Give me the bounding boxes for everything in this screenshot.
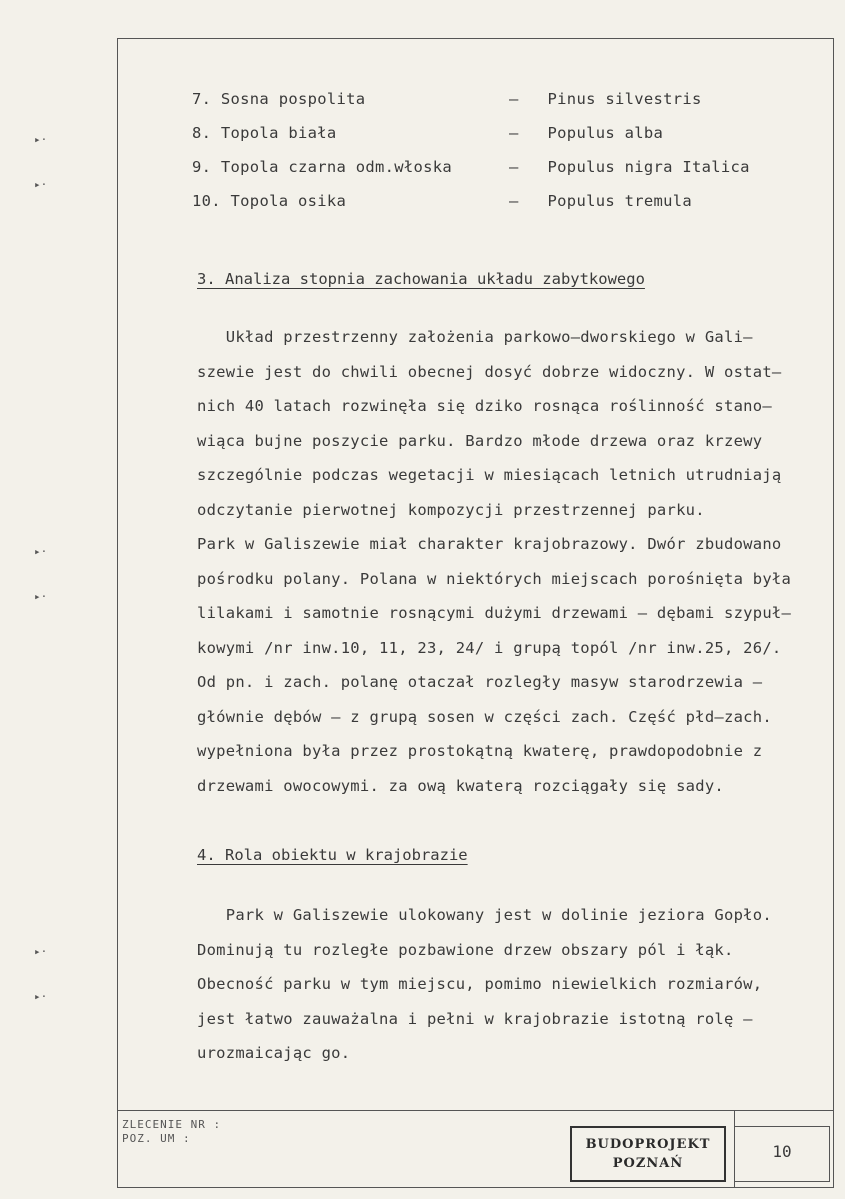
species-polish-name: Topola czarna odm.włoska xyxy=(220,158,453,176)
paragraph-line: Park w Galiszewie miał charakter krajobrazowy. Dwór zbudowano xyxy=(197,535,782,553)
paragraph-line: Dominują tu rozległe pozbawione drzew obszary pól i łąk. xyxy=(197,940,734,959)
species-item xyxy=(192,158,750,176)
margin-mark: ▸· xyxy=(34,990,48,1003)
paragraph-line: głównie dębów – z grupą sosen w części zach. Część płd–zach. xyxy=(197,707,772,726)
paragraph-line: lilakami i samotnie rosnącymi dużymi drzewami – dębami szypuł– xyxy=(197,604,792,622)
margin-mark: ▸· xyxy=(34,945,48,958)
species-number: 10. xyxy=(192,192,221,210)
paragraph-line: nich 40 latach rozwinęła się dziko rosnąca roślinność stano– xyxy=(197,397,772,415)
species-latin-name: Populus tremula xyxy=(547,192,693,210)
paragraph-line: szczególnie podczas wegetacji w miesiącach letnich utrudniają xyxy=(197,466,782,484)
margin-mark: ▸· xyxy=(34,590,48,603)
species-latin-name: Populus nigra Italica xyxy=(547,158,750,176)
section-4-heading: 4. Rola obiektu w krajobrazie xyxy=(197,846,468,864)
company-stamp xyxy=(570,1126,726,1182)
paragraph-line: urozmaicając go. xyxy=(197,1044,351,1062)
species-latin-name: Populus alba xyxy=(547,124,664,142)
species-item xyxy=(192,192,693,210)
footer-divider xyxy=(117,1110,834,1111)
species-dash: – xyxy=(509,158,519,176)
paragraph-line: Od pn. i zach. polanę otaczał rozległy masyw starodrzewia – xyxy=(197,673,763,691)
species-dash: – xyxy=(509,124,519,142)
species-number: 7. xyxy=(192,90,212,108)
company-city: POZNAŃ xyxy=(612,1156,684,1171)
company-name: BUDOPROJEKT xyxy=(585,1137,711,1152)
paragraph-line: jest łatwo zauważalna i pełni w krajobrazie istotną rolę – xyxy=(197,1009,753,1028)
margin-mark: ▸· xyxy=(34,133,48,146)
species-item xyxy=(192,124,664,142)
species-item xyxy=(192,90,702,108)
paragraph-line: Park w Galiszewie ulokowany jest w dolinie jeziora Gopło. xyxy=(197,906,772,924)
species-polish-name: Topola osika xyxy=(230,192,347,210)
paragraph-line: wiąca bujne poszycie parku. Bardzo młode drzewa oraz krzewy xyxy=(197,431,763,450)
page-number: 10 xyxy=(734,1126,830,1182)
paragraph-line: wypełniona była przez prostokątną kwaterę, prawdopodobnie z xyxy=(197,742,763,760)
species-polish-name: Topola biała xyxy=(220,124,337,142)
species-latin-name: Pinus silvestris xyxy=(547,90,702,108)
paragraph-line: pośrodku polany. Polana w niektórych miejscach porośnięta była xyxy=(197,569,792,588)
paragraph-line: Układ przestrzenny założenia parkowo–dworskiego w Gali– xyxy=(197,328,753,346)
species-polish-name: Sosna pospolita xyxy=(220,90,366,108)
order-number-label: ZLECENIE NR : xyxy=(122,1118,222,1131)
paragraph-line: kowymi /nr inw.10, 11, 23, 24/ i grupą topól /nr inw.25, 26/. xyxy=(197,638,782,657)
section-3-heading: 3. Analiza stopnia zachowania układu zabytkowego xyxy=(197,270,645,288)
paragraph-line: Obecność parku w tym miejscu, pomimo niewielkich rozmiarów, xyxy=(197,975,763,993)
paragraph-line: szewie jest do chwili obecnej dosyć dobrze widoczny. W ostat– xyxy=(197,362,782,381)
species-dash: – xyxy=(509,90,519,108)
species-dash: – xyxy=(509,192,519,210)
margin-mark: ▸· xyxy=(34,178,48,191)
species-number: 9. xyxy=(192,158,212,176)
species-number: 8. xyxy=(192,124,212,142)
paragraph-line: odczytanie pierwotnej kompozycji przestrzennej parku. xyxy=(197,500,705,519)
paragraph-line: drzewami owocowymi. za ową kwaterą rozciągały się sady. xyxy=(197,776,724,795)
margin-mark: ▸· xyxy=(34,545,48,558)
position-label: POZ. UM : xyxy=(122,1132,191,1145)
